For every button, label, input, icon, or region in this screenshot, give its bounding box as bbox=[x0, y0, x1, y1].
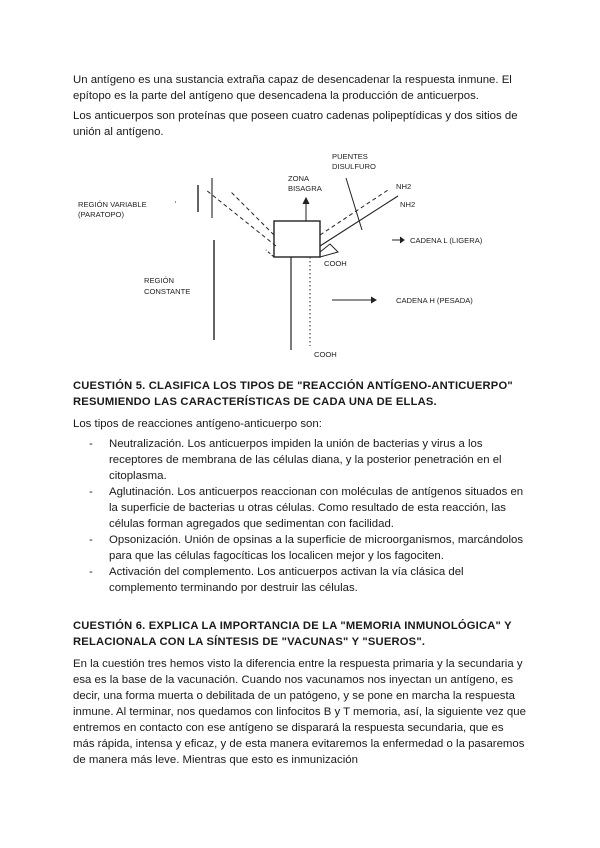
disulfide-pointer bbox=[346, 178, 362, 230]
hinge-box bbox=[274, 221, 320, 257]
list-item bbox=[73, 436, 533, 484]
list-item-text: Activación del complemento. Los anticuerpos activan la vía clásica del complemento terminando por destruir las células. bbox=[109, 566, 464, 594]
label-constante: CONSTANTE bbox=[144, 287, 191, 296]
right-light-chain bbox=[320, 244, 338, 257]
reaction-types-list bbox=[73, 436, 533, 596]
left-arm-light bbox=[206, 190, 276, 246]
q6-body: En la cuestión tres hemos visto la diferencia entre la respuesta primaria y la secundaria y esa es la base de la vacunación. Cuando nos vacunamos nos inyectan un antígeno, es decir, una forma muerta o debilitada de un patógeno, y se pone en marcha la respuesta inmune. Al terminar, nos quedamos con linfocitos B y T memoria, así, la siguiente vez que entremos en contacto con ese antígeno se disparará la respuesta secundaria, que es más rápida, intensa y eficaz, y de esta manera evitaremos la enfermedad o la pasaremos de manera más leve. Mientras que esto es inmunización bbox=[73, 658, 526, 766]
label-bisagra: BISAGRA bbox=[288, 184, 322, 193]
antibody-diagram bbox=[70, 150, 530, 365]
list-dash: - bbox=[89, 566, 93, 578]
label-cooh-top: COOH bbox=[324, 259, 347, 268]
intro-paragraph-2: Los anticuerpos son proteínas que poseen cuatro cadenas polipeptídicas y dos sitios de unión al antígeno. bbox=[73, 110, 518, 138]
list-item bbox=[73, 484, 533, 532]
list-item bbox=[73, 532, 533, 564]
label-paratopo: (PARATOPO) bbox=[78, 210, 124, 219]
label-nh2-b: NH2 bbox=[400, 200, 416, 209]
intro-paragraph-1: Un antígeno es una sustancia extraña capaz de desencadenar la respuesta inmune. El epítopo es la parte del antígeno que desencadena la producción de anticuerpos. bbox=[73, 74, 512, 102]
label-region-variable: REGIÓN VARIABLE bbox=[78, 200, 147, 209]
list-item-text: Neutralización. Los anticuerpos impiden la unión de bacterias y virus a los receptores de membrana de las células diana, y la posterior penetración en el citoplasma. bbox=[109, 438, 502, 482]
left-arm-heavy bbox=[230, 191, 274, 235]
q5-heading: CUESTIÓN 5. CLASIFICA LOS TIPOS DE "REACCIÓN ANTÍGENO-ANTICUERPO" RESUMIENDO LAS CARACTERÍSTICAS DE CADA UNA DE ELLAS. bbox=[73, 380, 513, 408]
q5-intro: Los tipos de reacciones antígeno-anticuerpo son: bbox=[73, 418, 322, 430]
list-item-text: Aglutinación. Los anticuerpos reaccionan con moléculas de antígenos situados en la superficie de bacterias u otras células. Como resultado de esta reacción, las células forman agregados que sedimentan con facilidad. bbox=[109, 486, 524, 530]
list-dash: - bbox=[89, 438, 93, 450]
list-item bbox=[73, 564, 533, 596]
list-dash: - bbox=[89, 534, 93, 546]
list-item-text: Opsonización. Unión de opsinas a la superficie de microorganismos, marcándolos para que las células fagocíticas los localicen mejor y los fagociten. bbox=[109, 534, 524, 562]
list-dash: - bbox=[89, 486, 93, 498]
label-region: REGIÓN bbox=[144, 276, 174, 285]
label-zona: ZONA bbox=[288, 174, 310, 183]
q6-heading: CUESTIÓN 6. EXPLICA LA IMPORTANCIA DE LA "MEMORIA INMUNOLÓGICA" Y RELACIONALA CON LA SÍNTESIS DE "VACUNAS" Y "SUEROS". bbox=[73, 620, 512, 648]
label-cadena-l: CADENA L (LIGERA) bbox=[410, 236, 483, 245]
right-arm-heavy bbox=[320, 190, 388, 235]
label-cooh-bottom: COOH bbox=[314, 350, 337, 359]
label-disulfuro: DISULFURO bbox=[332, 162, 376, 171]
label-puentes: PUENTES bbox=[332, 152, 368, 161]
label-cadena-h: CADENA H (PESADA) bbox=[396, 296, 473, 305]
label-nh2-a: NH2 bbox=[396, 182, 412, 191]
